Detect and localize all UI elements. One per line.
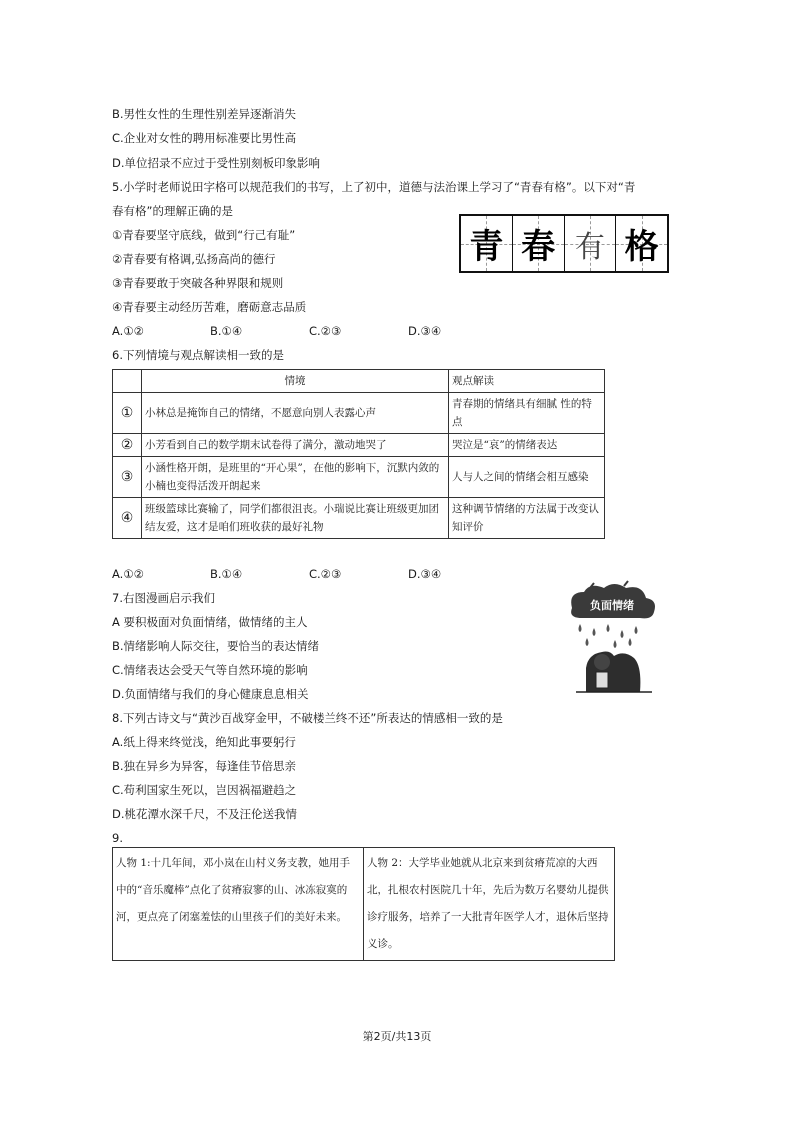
q8-option-c: C.苟利国家生死以，岂因祸福避趋之 (112, 783, 297, 797)
q5-option-a: A.①② (112, 324, 144, 338)
view-cell: 人与人之间的情绪会相互感染 (449, 457, 605, 498)
q6-table (112, 369, 605, 539)
row-number: ① (113, 393, 142, 434)
negative-emotion-cartoon (562, 580, 662, 696)
q6-stem: 6.下列情境与观点解读相一致的是 (112, 348, 284, 362)
table-row (113, 848, 615, 961)
grid-cell: 格 (616, 216, 667, 271)
tianzige-grid (459, 214, 669, 273)
table-row (113, 457, 605, 498)
q6-option-d: D.③④ (408, 567, 442, 581)
q6-option-b: B.①④ (210, 567, 243, 581)
q5-item-1: ①青春要坚守底线，做到“行己有耻” (112, 228, 296, 242)
q7-option-d: D.负面情绪与我们的身心健康息息相关 (112, 687, 309, 701)
table-header-row (113, 370, 605, 393)
person-1-cell: 人物 1:十几年间，邓小岚在山村义务支教，她用手中的“音乐魔棒”点化了贫瘠寂寥的山、冰冻寂寞的河，更点亮了闭塞羞怯的山里孩子们的美好未来。 (113, 848, 364, 961)
q7-option-c: C.情绪表达会受天气等自然环境的影响 (112, 663, 308, 677)
view-cell: 这种调节情绪的方法属于改变认知评价 (449, 498, 605, 539)
q5-stem-line1: 5.小学时老师说田字格可以规范我们的书写，上了初中，道德与法治课上学习了“青春有格”。以下对“青 (112, 180, 636, 194)
view-cell: 青春期的情绪具有细腻 性的特点 (449, 393, 605, 434)
q5-item-2: ②青春要有格调,弘扬高尚的德行 (112, 252, 276, 266)
q4-option-b: B.男性女性的生理性别差异逐渐消失 (112, 107, 297, 121)
situation-cell: 班级篮球比赛输了，同学们都很沮丧。小瑞说比赛让班级更加团结友爱，这才是咱们班收获的最好礼物 (142, 498, 449, 539)
q4-option-d: D.单位招录不应过于受性别刻板印象影响 (112, 156, 321, 170)
table-row (113, 498, 605, 539)
table-row (113, 434, 605, 457)
q5-option-d: D.③④ (408, 324, 442, 338)
cartoon-label: 负面情绪 (590, 599, 634, 612)
q9-number: 9. (112, 831, 123, 845)
q5-option-c: C.②③ (309, 324, 342, 338)
view-cell: 哭泣是“哀”的情绪表达 (449, 434, 605, 457)
q6-option-a: A.①② (112, 567, 144, 581)
row-number: ③ (113, 457, 142, 498)
q5-option-b: B.①④ (210, 324, 243, 338)
q7-stem: 7.右图漫画启示我们 (112, 591, 215, 605)
situation-cell: 小涵性格开朗，是班里的“开心果”，在他的影响下，沉默内敛的小楠也变得活泼开朗起来 (142, 457, 449, 498)
situation-cell: 小林总是掩饰自己的情绪，不愿意向别人表露心声 (142, 393, 449, 434)
header-cell: 情境 (142, 370, 449, 393)
grid-cell: 有 (565, 216, 617, 271)
q5-item-4: ④青春要主动经历苦难，磨砺意志品质 (112, 300, 307, 314)
person-2-cell: 人物 2：大学毕业她就从北京来到贫瘠荒凉的大西北，扎根农村医院几十年，先后为数万名婴幼儿提供诊疗服务，培养了一大批青年医学人才，退休后坚持义诊。 (364, 848, 615, 961)
page-footer: 第2页/共13页 (362, 1030, 432, 1043)
q7-option-b: B.情绪影响人际交往，要恰当的表达情绪 (112, 639, 320, 653)
q8-option-a: A.纸上得来终觉浅，绝知此事要躬行 (112, 735, 296, 749)
q8-option-b: B.独在异乡为异客，每逢佳节倍思亲 (112, 759, 297, 773)
q8-stem: 8.下列古诗文与“黄沙百战穿金甲，不破楼兰终不还”所表达的情感相一致的是 (112, 711, 503, 725)
row-number: ④ (113, 498, 142, 539)
grid-cell: 青 (461, 216, 513, 271)
q8-option-d: D.桃花潭水深千尺，不及汪伦送我情 (112, 807, 298, 821)
table-row (113, 393, 605, 434)
grid-cell: 春 (513, 216, 565, 271)
situation-cell: 小芳看到自己的数学期末试卷得了满分，激动地哭了 (142, 434, 449, 457)
q6-option-c: C.②③ (309, 567, 342, 581)
q5-stem-line2: 春有格”的理解正确的是 (112, 204, 233, 218)
q4-option-c: C.企业对女性的聘用标准要比男性高 (112, 131, 297, 145)
q5-item-3: ③青春要敢于突破各种界限和规则 (112, 276, 284, 290)
q9-table (112, 847, 615, 961)
q7-option-a: A 要积极面对负面情绪，做情绪的主人 (112, 615, 308, 629)
header-cell (113, 370, 142, 393)
row-number: ② (113, 434, 142, 457)
header-cell: 观点解读 (449, 370, 605, 393)
